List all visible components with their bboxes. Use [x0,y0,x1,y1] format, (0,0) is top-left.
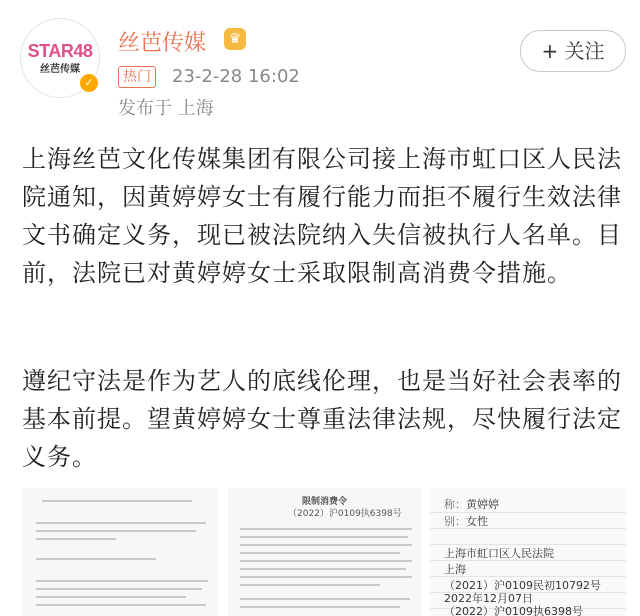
doc-field-date: 2022年12月07日 [444,592,533,605]
doc-field-case: （2021）沪0109民初10792号 [444,579,601,592]
post-timestamp: 23-2-28 16:02 [172,66,300,87]
doc-field-exec-case: （2022）沪0109执6398号 [444,605,583,616]
doc-field-gender: 别：女性 [444,515,488,528]
doc-field-city: 上海 [444,563,466,576]
doc-field-name: 称：黄婷婷 [444,498,499,511]
hot-badge: 热门 [118,66,156,88]
attachment-images [22,488,626,616]
post-paragraph-2: 遵纪守法是作为艺人的底线伦理，也是当好社会表率的基本前提。望黄婷婷女士尊重法律法规，尽快履行法定义务。 [22,367,622,471]
doc-field-court: 上海市虹口区人民法院 [444,547,554,560]
attachment-image-1[interactable] [22,488,218,616]
doc-case-number: （2022）沪0109执6398号 [288,509,402,519]
post-location: 发布于 上海 [118,98,214,119]
verified-icon: ✓ [78,72,100,94]
doc-title: 限制消费令 [302,497,348,507]
attachment-image-2[interactable] [228,488,422,616]
account-name[interactable]: 丝芭传媒 [118,31,207,56]
post-paragraph-1: 上海丝芭文化传媒集团有限公司接上海市虹口区人民法院通知，因黄婷婷女士有履行能力而拒不履行生效法律文书确定义务，现已被法院纳入失信被执行人名单。目前，法院已对黄婷婷女士采取限制高消费令措施。 [22,145,622,287]
avatar-logo-text: STAR48 [27,41,93,61]
follow-button[interactable]: + 关注 [520,30,626,72]
attachment-image-3[interactable] [430,488,626,616]
avatar-logo [27,41,93,75]
avatar-logo-subtext: 丝芭传媒 [40,64,80,75]
member-crown-icon: ♛ [224,28,246,50]
